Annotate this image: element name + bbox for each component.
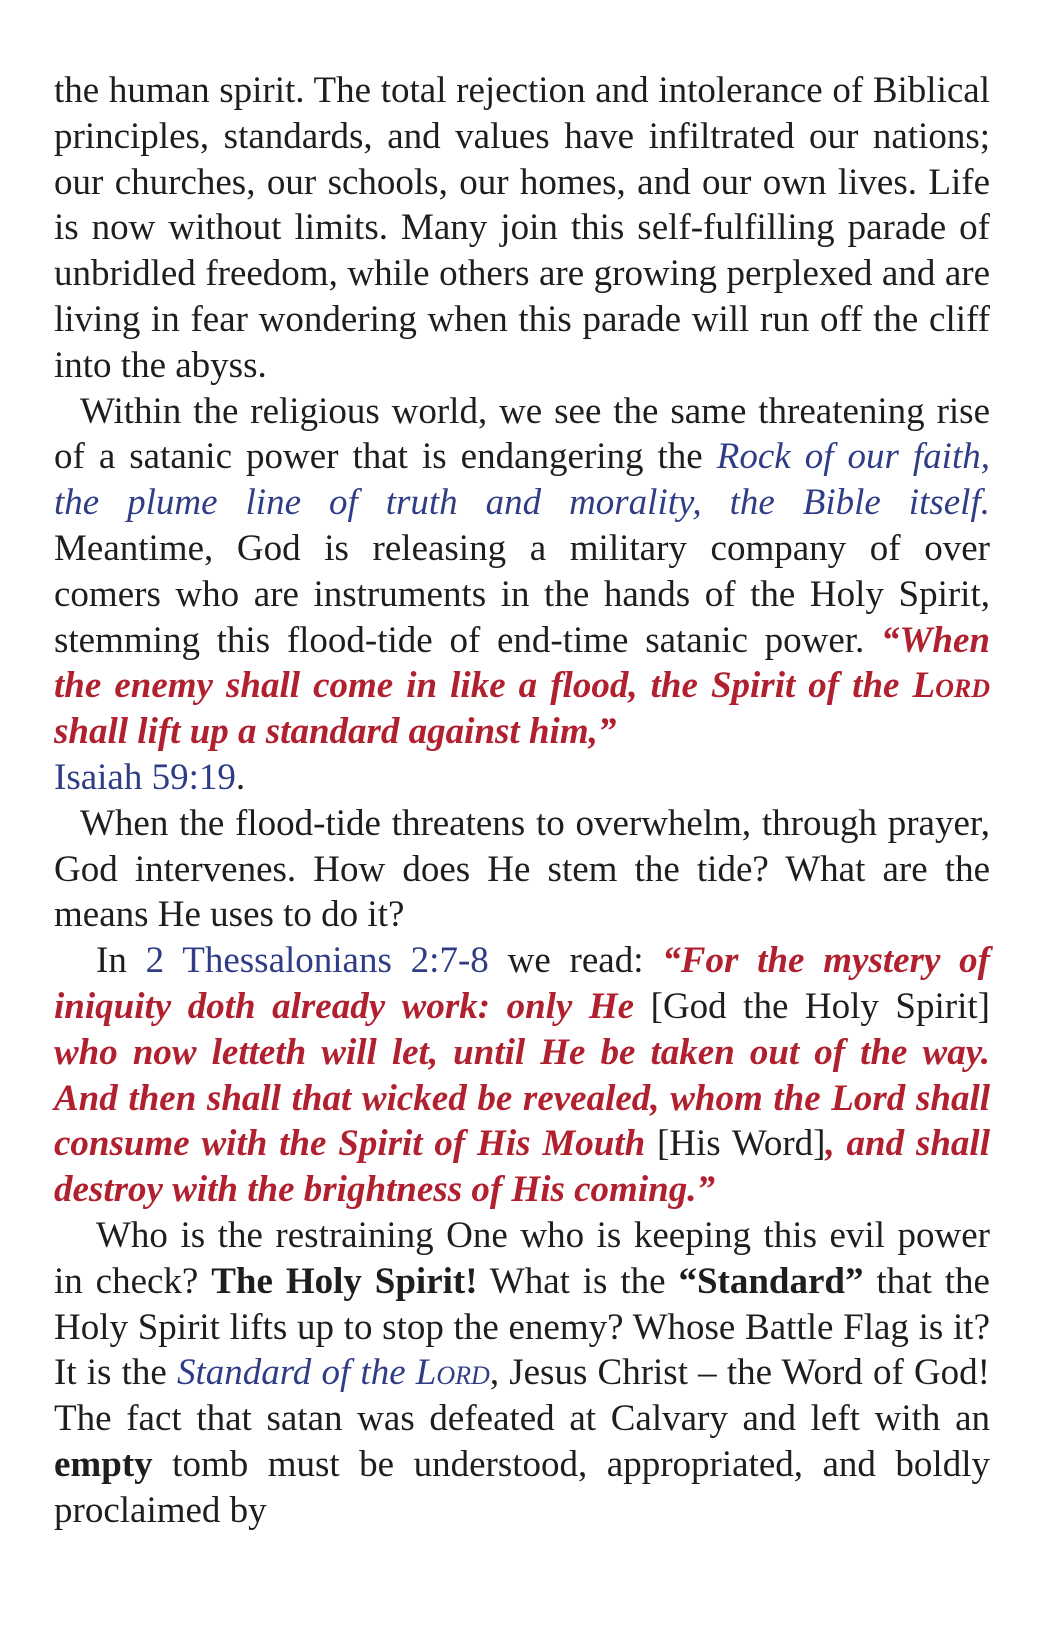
scripture-reference-isaiah: Isaiah 59:19 (54, 756, 236, 798)
scripture-quote-part-3: , and shall destroy with the brightness of His coming.” (54, 1123, 990, 1211)
scripture-quote-part-1: “For the mystery of iniquity doth already work: only He (54, 940, 991, 1027)
paragraph-2-text-cont: Meantime, God is releasing a military company of over comers who are instruments in the hands of the Holy Spirit, stemming this flood-tide of end-time satanic power. (54, 527, 990, 661)
paragraph-5-text: Who is the restraining One who is keeping this evil power in check? (54, 1214, 990, 1302)
paragraph-5-text-4: Jesus Christ – the Word of God! The fact that satan was defeated at Calvary and left with an (54, 1352, 990, 1440)
quote-part-2: shall lift up a standard against him,” (54, 711, 617, 753)
lord-small-caps: Lord (912, 665, 990, 707)
bold-standard: “Standard” (678, 1260, 864, 1302)
paragraph-3-text: When the flood-tide threatens to overwhelm, through prayer, God intervenes. How does He stem the tide? What are the means He uses to do it? (54, 802, 990, 936)
paragraph-5-text-5: tomb must be understood, appropriated, and boldly proclaimed by (54, 1443, 990, 1531)
emphasis-standard-of-the-lord (177, 1352, 490, 1393)
bold-holy-spirit: The Holy Spirit! (211, 1260, 478, 1302)
paragraph-3 (54, 801, 990, 938)
paragraph-5-text-2: What is the (477, 1260, 679, 1302)
standard-text: Standard of the (177, 1352, 416, 1394)
scripture-quote-part-2: who now letteth will let, until He be taken out of the way. And then shall that wicked be revealed, whom the Lord shall consume with the Spirit of His Mouth (54, 1031, 990, 1165)
bracket-note-his-word: [His Word] (645, 1123, 826, 1165)
period: . (235, 756, 246, 798)
bracket-note-holy-spirit: [God the Holy Spirit] (634, 985, 990, 1027)
scripture-reference-thessalonians: 2 Thessalonians 2:7-8 (145, 940, 489, 982)
lord-small-caps-2: Lord (415, 1352, 490, 1394)
paragraph-2-text: Within the religious world, we see the same threatening rise of a satanic power that is endangering the (54, 390, 990, 478)
bold-empty: empty (54, 1443, 153, 1485)
paragraph-5-text-3: that the Holy Spirit lifts up to stop the enemy? Whose Battle Flag is it? It is the (54, 1260, 990, 1394)
paragraph-2 (54, 389, 990, 801)
paragraph-4-text: In (96, 940, 146, 982)
emphasis-rock-of-our-faith: Rock of our faith, the plume line of truth and morality, the Bible itself. (54, 436, 990, 524)
paragraph-4-text-cont: we read: (488, 940, 663, 982)
paragraph-5 (54, 1213, 990, 1534)
paragraph-1 (54, 68, 990, 389)
comma: , (489, 1352, 500, 1394)
paragraph-1-text: the human spirit. The total rejection and intolerance of Biblical principles, standards, and values have infiltrated our nations; our churches, our schools, our homes, and our own lives. Life is now without limits. Many join this self-fulfilling parade of unbridled freedom, while others are growing perplexed and are living in fear wondering when this parade will run off the cliff into the abyss. (54, 70, 990, 386)
quote-part-1: “When the enemy shall come in like a flood, the Spirit of the (54, 619, 990, 707)
paragraph-4 (54, 938, 990, 1213)
